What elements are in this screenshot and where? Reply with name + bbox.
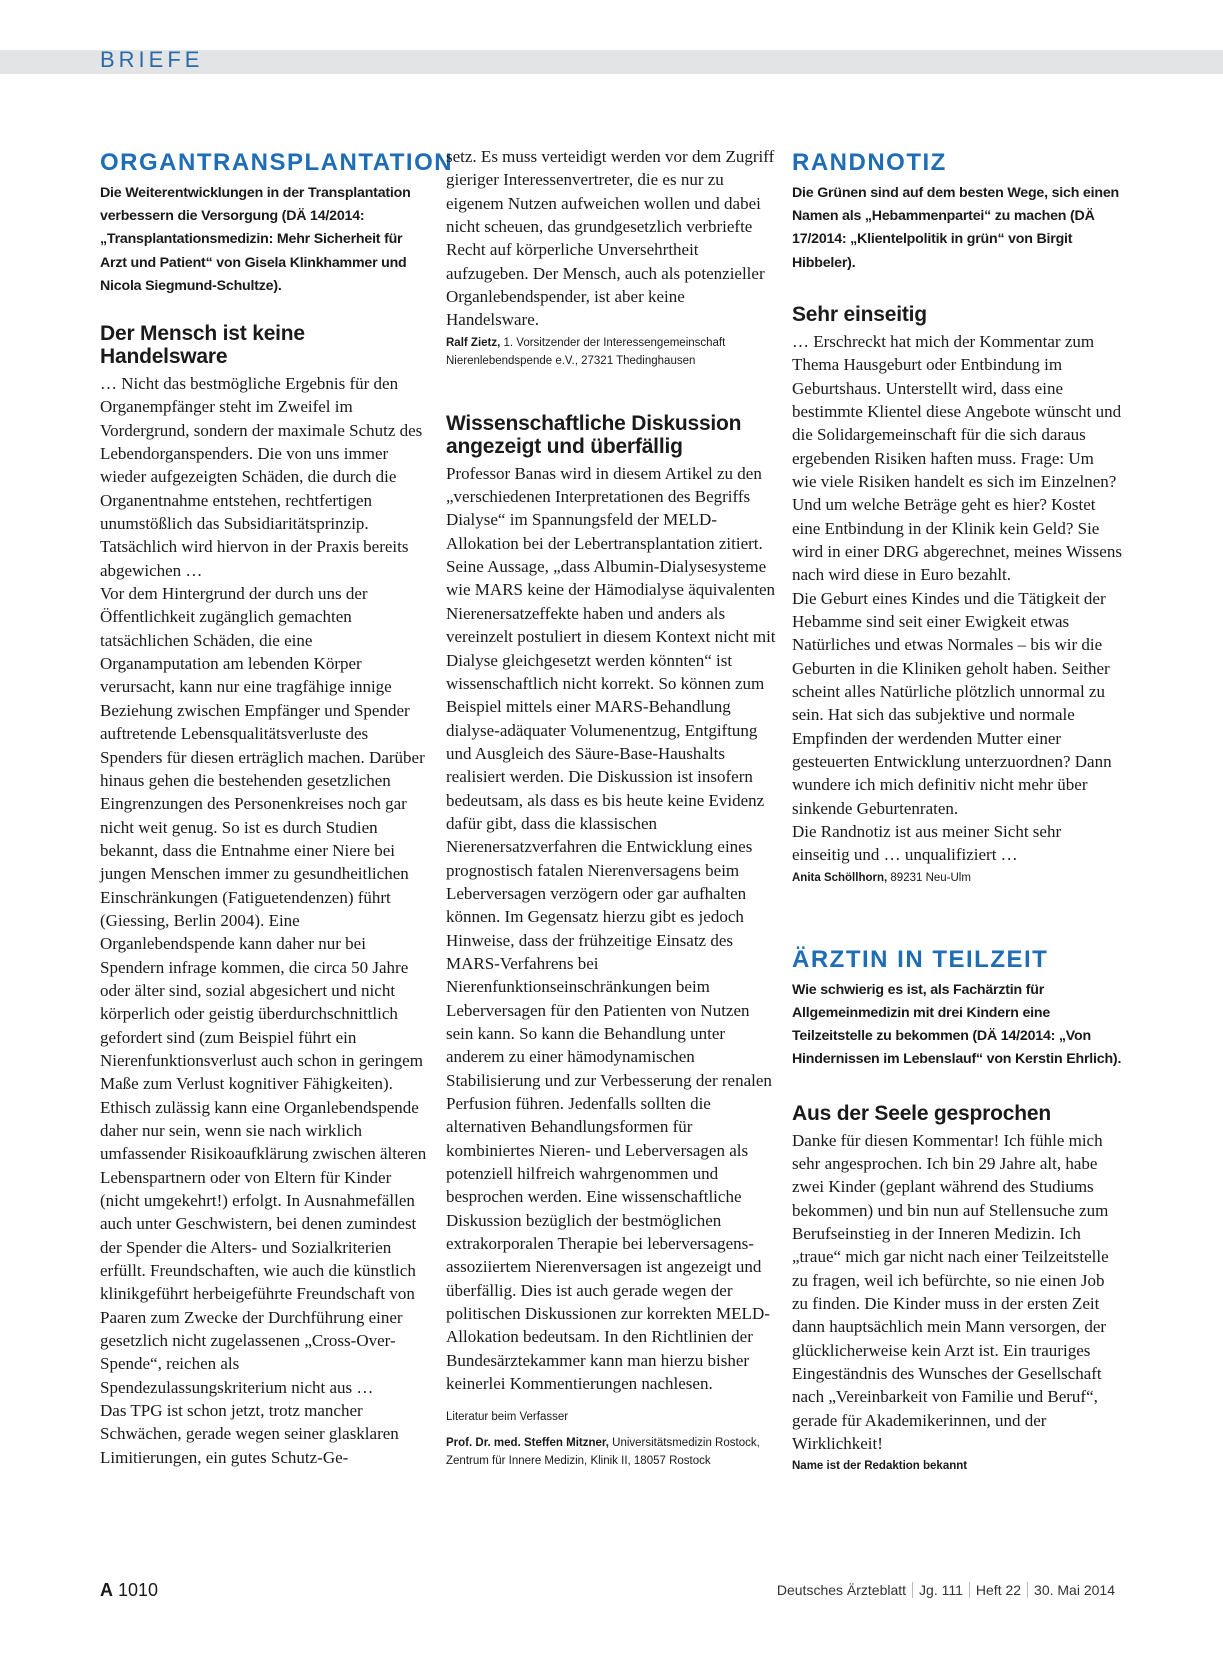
page-number [100, 1580, 158, 1601]
paragraph: … Erschreckt hat mich der Kommentar zum Thema Hausgeburt oder Entbindung im Geburtshaus. Unterstellt wird, dass eine bestimmte Klientel diese Angebote wünscht und die Solidargemeinschaft für die sich daraus ergebenden Risiken haften muss. Frage: Um wie viele Risiken handelt es sich im Einzelnen? Und um welche Beträge geht es hier? Kostet eine Entbindung in der Klinik kein Geld? Sie wird in einer DRG abgerechnet, meines Wissens nach wird diese in Euro bezahlt. [792, 331, 1122, 585]
volume: Jg. 111 [919, 1582, 963, 1598]
page-letter: A [100, 1580, 113, 1600]
paragraph: Professor Banas wird in diesem Artikel zu den „verschiedenen Interpretationen des Begriffs Dialyse“ im Spannungsfeld der MELD-Allokation bei der Lebertransplantation zitiert. Seine Aussage, „dass Albumin-Dialysesysteme wie MARS keine der Hämodialyse äquivalenten Nierenersatzeffekte haben und anders als vereinzelt postuliert in diesem Kontext nicht mit Dialyse gleichgesetzt werden könnten“ ist wissenschaftlich nicht korrekt. So können zum Beispiel mittels einer MARS-Behandlung dialyse-adäquater Volumenentzug, Entgiftung und Ausgleich des Säure-Base-Haushalts realisiert werden. Die Diskussion ist insofern bedeutsam, als dass es bis heute keine Evidenz dafür gibt, dass die klassischen Nierenersatzverfahren die Entwicklung eines prognostisch fatalen Nierenversagens beim Leberversagen verzögern oder gar aufhalten können. Im Gegensatz hierzu gibt es jedoch Hinweise, dass der frühzeitige Einsatz des MARS-Verfahrens bei Nierenfunktionseinschränkungen beim Leberversagen für den Patienten von Nutzen sein kann. So kann die Behandlung unter anderem zu einer hämodynamischen Stabilisierung und zur Verbesserung der renalen Perfusion führen. Jedenfalls sollten die alternativen Behandlungsformen für kombiniertes Nieren- und Leberversagen als potenziell hilfreich wahrgenommen und besprochen werden. Eine wissenschaftliche Diskussion bezüglich der bestmöglichen extrakorporalen Therapie bei leberversagens-assoziiertem Nierenversagen ist angezeigt und überfällig. Dies ist auch gerade wegen der politischen Diskussionen zur korrekten MELD-Allokation bedeutsam. In den Richtlinien der Bundesärztekammer kann man hierzu bisher keinerlei Kommentierungen nachlesen. [446, 463, 776, 1394]
section-label: BRIEFE [100, 47, 204, 72]
paragraph: Die Randnotiz ist aus meiner Sicht sehr einseitig und … unqualifiziert … [792, 822, 1062, 865]
issue: Heft 22 [975, 1582, 1022, 1598]
paragraph: Vor dem Hintergrund der durch uns der Öffentlichkeit zugänglich gemachten tatsächlichen Schäden, die eine Organamputation am lebenden Körper verursacht, kann nur eine tragfähige innige Beziehung zwischen Empfänger und Spender auftretende Lebensqualitätsverluste des Spenders für diesen erträglich machen. Darüber hinaus gehen die bestehenden gesetzlichen Eingrenzungen des Personenkreises noch gar nicht weit genug. So ist es durch Studien bekannt, dass die Entnahme einer Niere bei jungen Menschen immer zu gesundheitlichen Einschränkungen (Fatiguetendenzen) führt (Giessing, Berlin 2004). Eine Organlebendspende kann daher nur bei Spendern infrage kommen, die circa 50 Jahre oder älter sind, sozial abgesichert und nicht körperlich oder geistig überdurchschnittlich gefordert sind (zum Beispiel führt ein Nierenfunktionsverlust auch schon in geringem Maße zum Verlust kognitiver Fähigkeiten). Ethisch zulässig kann eine Organlebendspende daher nur sein, wenn sie nach wirklich umfassender Risikoaufklärung zwischen älteren Lebenspartnern oder von Eltern für Kinder (nicht umgekehrt!) erfolgt. In Ausnahmefällen auch unter Geschwistern, bei denen zumindest der Spender die Alters- und Sozialkriterien erfüllt. Freundschaften, wie auch die künstlich klinikgeführt herbeigeführte Freundschaft von Paaren zum Zwecke der Durchführung einer gesetzlich nicht zugelassenen „Cross-Over-Spende“, reichen als Spendezulassungskriterium nicht aus … [100, 584, 427, 1397]
author-details: Universitätsmedizin Rostock, Zentrum für Innere Medizin, Klinik II, 18057 Rostock [446, 1436, 760, 1467]
letter-headline: Der Mensch ist keine Handelsware [100, 322, 305, 369]
publication-footer [777, 1582, 1115, 1598]
column-3 [792, 150, 1122, 1475]
letter-headline: Sehr einseitig [792, 302, 927, 326]
topic-heading: ORGANTRANSPLANTATION [100, 149, 454, 176]
literature-note: Literatur beim Verfasser [446, 1410, 569, 1423]
paragraph: setz. Es muss verteidigt werden vor dem Zugriff gieriger Interessenvertreter, die es nur zu eigenem Nutzen aufweichen wollen und dabei nicht scheuen, das grundgesetzlich verbriefte Recht auf körperliche Unversehrtheit aufzugeben. Der Mensch, auch als potenzieller Organlebendspender, ist aber keine Handelsware. [446, 147, 775, 330]
journal-name: Deutsches Ärzteblatt [776, 1582, 907, 1598]
divider [912, 1582, 913, 1598]
author-details: 89231 Neu-Ulm [887, 871, 971, 884]
letter-headline: Aus der Seele gesprochen [792, 1101, 1051, 1125]
topic-intro: Wie schwierig es ist, als Fachärztin für Allgemeinmedizin mit drei Kindern eine Teilzeitstelle zu bekommen (DÄ 14/2014: „Von Hindernissen im Lebenslauf“ von Kerstin Ehrlich). [792, 981, 1122, 1068]
topic-heading: ÄRZTIN IN TEILZEIT [792, 945, 1049, 973]
letter-body [100, 372, 430, 1469]
letter-signature [446, 1434, 776, 1470]
topic-intro: Die Weiterentwicklungen in der Transplantation verbessern die Versorgung (DÄ 14/2014: „Transplantationsmedizin: Mehr Sicherheit für Arzt und Patient“ von Gisela Klinkhammer und Nicola Siegmund-Schultze). [100, 185, 411, 294]
paragraph: … Nicht das bestmögliche Ergebnis für den Organempfänger steht im Zweifel im Vordergrund, sondern der maximale Schutz des Lebendorganspenders. Die von uns immer wieder aufgezeigten Schäden, die durch die Organentnahme entstehen, rechtfertigen unumstößlich das Subsidiaritätsprinzip. Tatsächlich wird hiervon in der Praxis bereits abgewichen … [100, 374, 423, 580]
letter-body-continuation [446, 145, 776, 332]
letter-signature: Name ist der Redaktion bekannt [792, 1460, 968, 1473]
author-name: Prof. Dr. med. Steffen Mitzner, [446, 1436, 609, 1449]
letter-headline: Wissenschaftliche Diskussion angezeigt und überfällig [446, 411, 742, 458]
topic-heading: RANDNOTIZ [792, 149, 947, 176]
author-details: 1. Vorsitzender der Interessengemeinschaft Nierenlebendspende e.V., 27321 Thedinghausen [446, 336, 726, 367]
letter-signature [792, 869, 1122, 887]
topic-intro: Die Grünen sind auf dem besten Wege, sich einen Namen als „Hebammenpartei“ zu machen (DÄ 17/2014: „Klientelpolitik in grün“ von Birgit Hibbeler). [792, 185, 1119, 271]
letter-signature [446, 334, 776, 370]
paragraph: Das TPG ist schon jetzt, trotz mancher Schwächen, gerade wegen seiner glasklaren Limitierungen, ein gutes Schutz-Ge- [100, 1401, 399, 1467]
issue-date: 30. Mai 2014 [1034, 1582, 1115, 1598]
letter-body [792, 1129, 1122, 1456]
divider [969, 1582, 970, 1598]
page-number-value: 1010 [118, 1580, 159, 1600]
paragraph: Die Geburt eines Kindes und die Tätigkeit der Hebamme sind seit einer Ewigkeit etwas Natürliches und etwas Normales – bis wir die Geburten in die Kliniken geholt haben. Seither scheint alles Natürliche plötzlich unnormal zu sein. Hat sich das subjektive und normale Empfinden der werdenden Mutter einer gesteuerten Entwicklung unterzuordnen? Dann wundere ich mich definitiv nicht mehr über sinkende Geburtenraten. [792, 588, 1112, 818]
author-name: Ralf Zietz, [446, 336, 501, 349]
divider [1027, 1582, 1028, 1598]
column-2 [446, 147, 776, 1470]
paragraph: Danke für diesen Kommentar! Ich fühle mich sehr angesprochen. Ich bin 29 Jahre alt, habe zwei Kinder (geplant während des Studiums bekommen) und bin nun auf Stellensuche zum Berufseinstieg in der Inneren Medizin. Ich „traue“ mich gar nicht nach einer Teilzeitstelle zu fragen, weil ich befürchte, so nie einen Job zu finden. Die Kinder muss in der ersten Zeit dann hauptsächlich mein Mann versorgen, der glücklicherweise kein Arzt ist. Ein trauriges Eingeständnis des Wunsches der Gesellschaft nach „Vereinbarkeit von Familie und Beruf“, gerade für Akademikerinnen, und der Wirklichkeit! [792, 1130, 1109, 1453]
letter-body [792, 330, 1122, 867]
author-name: Anita Schöllhorn, [792, 871, 888, 884]
column-1 [100, 149, 454, 1469]
letter-body [446, 462, 776, 1396]
